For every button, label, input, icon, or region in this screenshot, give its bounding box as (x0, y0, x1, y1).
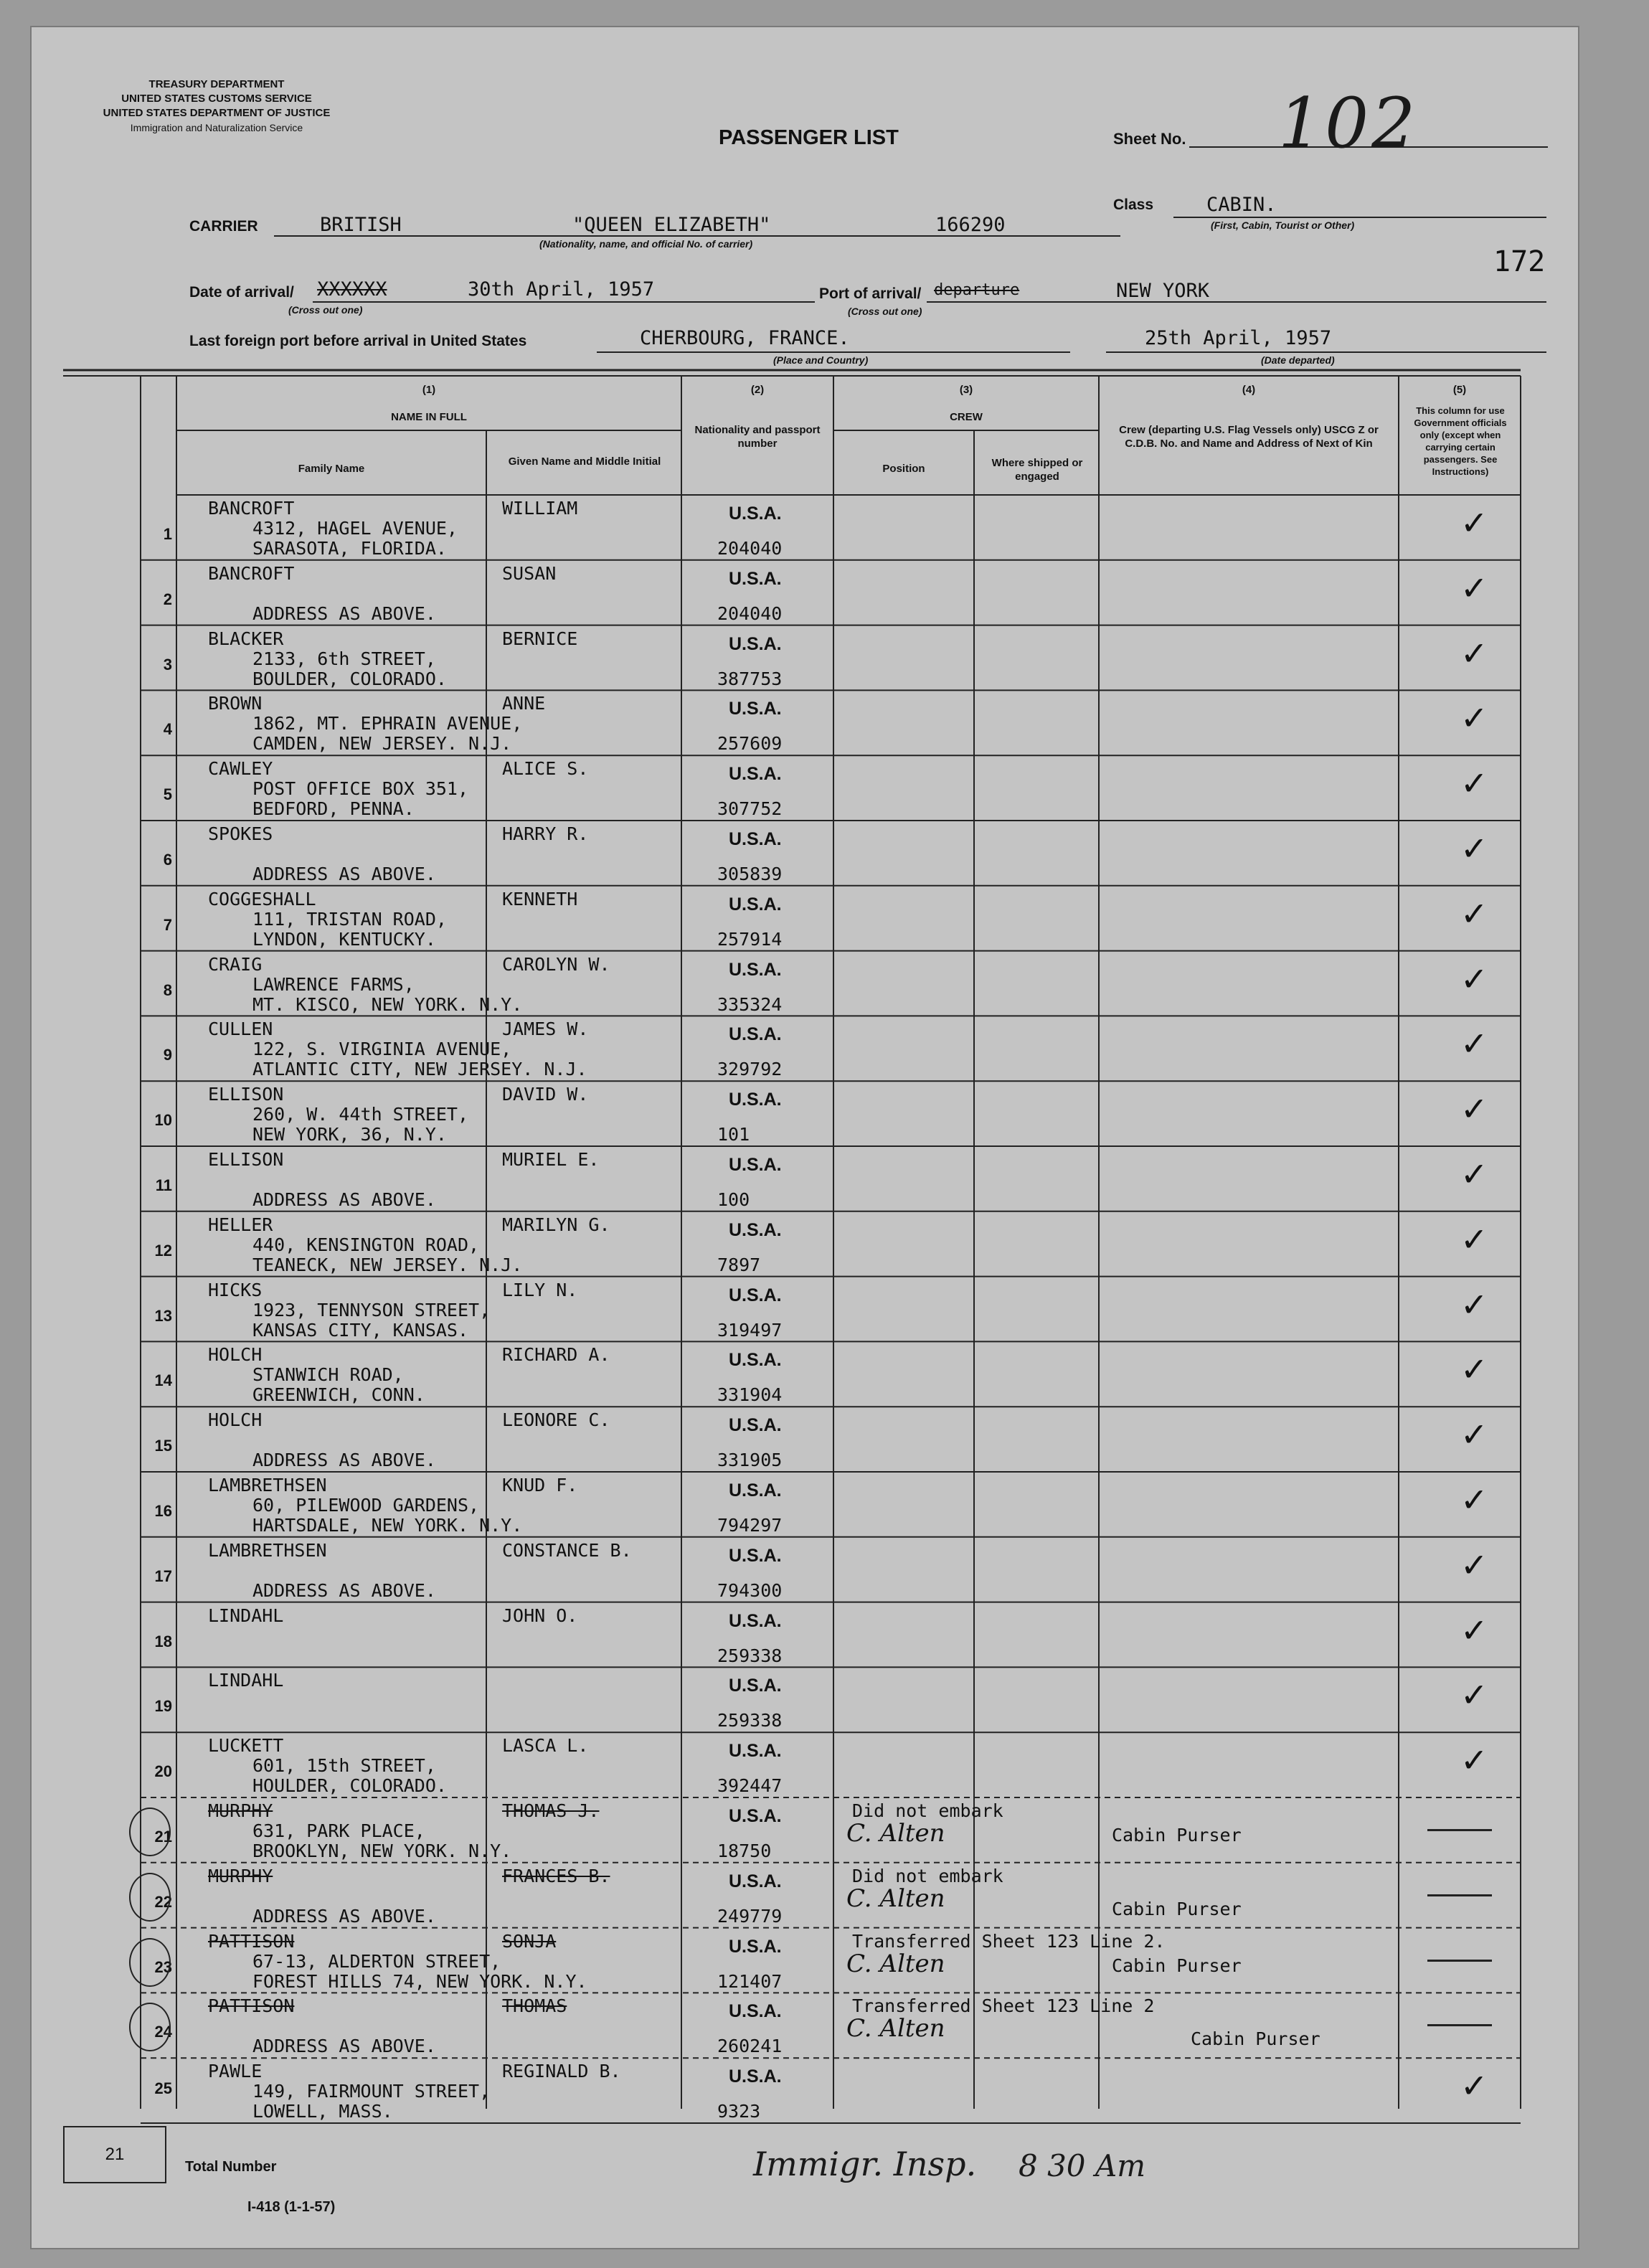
row-number: 4 (163, 720, 172, 739)
family-name: BANCROFT (208, 498, 295, 519)
given-name: KNUD F. (502, 1475, 578, 1496)
address-line-2: HOULDER, COLORADO. (252, 1775, 447, 1797)
family-name: HOLCH (208, 1409, 263, 1431)
family-name: BROWN (208, 693, 263, 714)
total-number-box: 21 (63, 2126, 166, 2183)
address-line-2: TEANECK, NEW JERSEY. N.J. (252, 1254, 523, 1275)
crew-note: Transferred Sheet 123 Line 2. (852, 1930, 1166, 1952)
passport-number: 204040 (717, 538, 783, 559)
address-line-1: 260, W. 44th STREET, (252, 1104, 469, 1125)
dash-mark (1427, 1960, 1492, 1962)
address-line-1: 60, PILEWOOD GARDENS, (252, 1495, 480, 1516)
table-row (0, 1341, 1649, 1407)
nationality: U.S.A. (729, 959, 782, 980)
crew-note: Did not embark (852, 1865, 1003, 1886)
form-code: I-418 (1-1-57) (247, 2199, 336, 2215)
nationality: U.S.A. (729, 1024, 782, 1045)
dash-mark (1427, 1894, 1492, 1896)
nationality: U.S.A. (729, 2066, 782, 2087)
departure-caption: (Date departed) (1261, 354, 1335, 366)
crew-note: Did not embark (852, 1800, 1003, 1821)
class-label: Class (1113, 197, 1154, 213)
address-line-2: GREENWICH, CONN. (252, 1384, 425, 1406)
given-name: SONJA (502, 1930, 557, 1952)
circled-row-number (129, 1873, 171, 1922)
address-line-2: HARTSDALE, NEW YORK. N.Y. (252, 1515, 523, 1536)
agency-line-1: TREASURY DEPARTMENT (148, 78, 285, 90)
given-name: CAROLYN W. (502, 953, 610, 975)
carrier-label: CARRIER (189, 218, 258, 235)
shipped-header: Where shipped or engaged (991, 457, 1083, 483)
check-mark: ✓ (1460, 1415, 1488, 1455)
row-number: 19 (154, 1697, 172, 1716)
nationality: U.S.A. (729, 1806, 782, 1826)
name-in-full-header: NAME IN FULL (391, 411, 467, 423)
address-line-2: ADDRESS AS ABOVE. (252, 1579, 436, 1601)
nationality: U.S.A. (729, 1219, 782, 1240)
passport-number: 18750 (717, 1841, 772, 1861)
address-line-2: MT. KISCO, NEW YORK. N.Y. (252, 993, 523, 1015)
row-number: 13 (154, 1306, 172, 1325)
check-mark: ✓ (1460, 959, 1488, 998)
passport-number: 101 (717, 1124, 750, 1145)
carrier-caption: (Nationality, name, and official No. of carrier) (539, 238, 753, 250)
stamp-number: 172 (1493, 245, 1546, 278)
passport-number: 259338 (717, 1645, 783, 1666)
given-name: RICHARD A. (502, 1344, 610, 1366)
dash-mark (1427, 1829, 1492, 1831)
nationality: U.S.A. (729, 2001, 782, 2022)
family-name: MURPHY (208, 1800, 273, 1821)
passport-number: 249779 (717, 1905, 783, 1927)
given-name: LASCA L. (502, 1735, 589, 1757)
table-row (0, 821, 1649, 886)
address-line-2: NEW YORK, 36, N.Y. (252, 1124, 447, 1145)
inspector-time: 8 30 Am (1019, 2148, 1146, 2183)
address-line-2: ADDRESS AS ABOVE. (252, 1905, 436, 1927)
row-number: 17 (154, 1567, 172, 1585)
nationality: U.S.A. (729, 633, 782, 654)
nationality: U.S.A. (729, 1545, 782, 1566)
given-name: THOMAS (502, 1995, 567, 2017)
table-row (0, 625, 1649, 691)
table-row (0, 1602, 1649, 1668)
table-row (0, 1472, 1649, 1537)
given-name: CONSTANCE B. (502, 1539, 632, 1561)
passport-number: 9323 (717, 2101, 761, 2122)
row-number: 18 (154, 1632, 172, 1650)
address-line-2: ADDRESS AS ABOVE. (252, 1189, 436, 1210)
table-row (0, 755, 1649, 821)
given-name: SUSAN (502, 562, 557, 584)
address-line-2: CAMDEN, NEW JERSEY. N.J. (252, 733, 512, 755)
port-struck: departure (934, 281, 1020, 299)
address-line-2: ADDRESS AS ABOVE. (252, 2036, 436, 2057)
passport-number: 259338 (717, 1710, 783, 1731)
form-title: PASSENGER LIST (719, 126, 899, 149)
row-number: 8 (163, 981, 172, 999)
port-caption: (Cross out one) (848, 306, 922, 317)
address-line-2: ADDRESS AS ABOVE. (252, 1450, 436, 1471)
nationality: U.S.A. (729, 1090, 782, 1110)
check-mark: ✓ (1460, 1610, 1488, 1650)
row-number: 2 (163, 590, 172, 608)
address-line-2: BROOKLYN, NEW YORK. N.Y. (252, 1841, 512, 1861)
arrival-caption: (Cross out one) (288, 304, 363, 316)
table-row (0, 1797, 1649, 1863)
crew-note: Transferred Sheet 123 Line 2 (852, 1995, 1155, 2017)
address-line-2: BEDFORD, PENNA. (252, 798, 415, 820)
last-port-value: CHERBOURG, FRANCE. (640, 327, 850, 349)
passport-number: 7897 (717, 1254, 761, 1275)
family-name: LAMBRETHSEN (208, 1475, 327, 1496)
address-line-1: STANWICH ROAD, (252, 1364, 404, 1386)
nationality: U.S.A. (729, 1610, 782, 1631)
family-name: CRAIG (208, 953, 263, 975)
check-mark: ✓ (1460, 2066, 1488, 2106)
check-mark: ✓ (1460, 504, 1488, 542)
nationality: U.S.A. (729, 1676, 782, 1696)
sheet-label: Sheet No. (1113, 130, 1186, 148)
address-line-1: 67-13, ALDERTON STREET, (252, 1950, 501, 1972)
check-mark: ✓ (1460, 1285, 1488, 1324)
arrival-label: Date of arrival/ (189, 284, 294, 301)
row-number: 20 (154, 1762, 172, 1781)
nationality: U.S.A. (729, 1480, 782, 1501)
address-line-1: 2133, 6th STREET, (252, 648, 436, 669)
class-caption: (First, Cabin, Tourist or Other) (1211, 219, 1355, 231)
table-row (0, 2058, 1649, 2123)
address-line-1: 4312, HAGEL AVENUE, (252, 518, 458, 539)
family-name: ELLISON (208, 1084, 284, 1105)
given-name: ANNE (502, 693, 546, 714)
family-name: PAWLE (208, 2061, 263, 2082)
row-number: 9 (163, 1046, 172, 1064)
nationality: U.S.A. (729, 1871, 782, 1891)
given-name: MARILYN G. (502, 1214, 610, 1235)
check-mark: ✓ (1460, 1480, 1488, 1519)
address-line-2: ADDRESS AS ABOVE. (252, 864, 436, 884)
check-mark: ✓ (1460, 764, 1488, 803)
nationality: U.S.A. (729, 894, 782, 915)
agency-line-2: UNITED STATES CUSTOMS SERVICE (121, 93, 312, 105)
table-row (0, 1146, 1649, 1211)
family-name: LINDAHL (208, 1670, 284, 1691)
table-row (0, 1081, 1649, 1146)
address-line-1: 149, FAIRMOUNT STREET, (252, 2081, 491, 2102)
family-name: ELLISON (208, 1149, 284, 1170)
purser-signature: C. Alten (846, 1949, 945, 1978)
check-mark: ✓ (1460, 1024, 1488, 1064)
given-name: HARRY R. (502, 823, 589, 844)
col4-number: (4) (1242, 384, 1256, 396)
family-name: MURPHY (208, 1865, 273, 1886)
given-name: DAVID W. (502, 1084, 589, 1105)
check-mark: ✓ (1460, 568, 1488, 608)
given-name: LEONORE C. (502, 1409, 610, 1431)
circled-row-number (129, 2003, 171, 2051)
given-name-header: Given Name and Middle Initial (508, 455, 661, 468)
given-name: REGINALD B. (502, 2061, 621, 2082)
row-number: 10 (154, 1111, 172, 1130)
address-line-2: LOWELL, MASS. (252, 2101, 393, 2122)
arrival-date: 30th April, 1957 (468, 278, 655, 301)
family-name-header: Family Name (298, 463, 365, 475)
passport-number: 794300 (717, 1579, 783, 1601)
family-name: LUCKETT (208, 1735, 284, 1757)
passport-number: 121407 (717, 1970, 783, 1992)
crew-header: CREW (950, 411, 983, 423)
table-row (0, 1537, 1649, 1602)
table-row (0, 886, 1649, 951)
given-name: LILY N. (502, 1279, 578, 1300)
given-name: JOHN O. (502, 1605, 578, 1626)
address-line-1: 111, TRISTAN ROAD, (252, 908, 447, 930)
given-name: JAMES W. (502, 1019, 589, 1040)
nationality: U.S.A. (729, 504, 782, 524)
port-value: NEW YORK (1116, 280, 1210, 302)
family-name: COGGESHALL (208, 888, 316, 909)
passport-number: 257914 (717, 928, 783, 950)
nationality: U.S.A. (729, 699, 782, 719)
check-mark: ✓ (1460, 1545, 1488, 1584)
gov-use-header: This column for use Government officials only (except when carrying certain passengers. See Instructions) (1414, 405, 1507, 477)
dash-mark (1427, 2024, 1492, 2026)
row-number: 23 (154, 1957, 172, 1976)
departure-date: 25th April, 1957 (1145, 327, 1332, 349)
col3-number: (3) (959, 384, 973, 396)
address-line-1: 1862, MT. EPHRAIN AVENUE, (252, 713, 523, 734)
family-name: PATTISON (208, 1995, 295, 2017)
total-number-label: Total Number (185, 2159, 277, 2175)
agency-line-4: Immigration and Naturalization Service (130, 122, 303, 133)
table-row (0, 1016, 1649, 1081)
row-number: 7 (163, 915, 172, 934)
table-row (0, 495, 1649, 560)
passport-number: 260241 (717, 2036, 783, 2057)
passport-number: 307752 (717, 798, 783, 820)
nationality: U.S.A. (729, 1415, 782, 1436)
row-number: 5 (163, 785, 172, 804)
row-number: 21 (154, 1828, 172, 1846)
passport-number: 305839 (717, 864, 783, 884)
row-number: 6 (163, 851, 172, 869)
nationality: U.S.A. (729, 1285, 782, 1305)
table-row (0, 1928, 1649, 1993)
family-name: HELLER (208, 1214, 273, 1235)
nationality: U.S.A. (729, 1350, 782, 1371)
table-row (0, 1407, 1649, 1472)
address-line-2: BOULDER, COLORADO. (252, 668, 447, 689)
class-value: CABIN. (1206, 194, 1277, 216)
address-line-1: 1923, TENNYSON STREET, (252, 1299, 491, 1320)
purser-signature: C. Alten (846, 1884, 945, 1913)
address-line-1: LAWRENCE FARMS, (252, 973, 415, 995)
crew-note-role: Cabin Purser (1191, 2028, 1320, 2050)
table-row (0, 951, 1649, 1016)
given-name: THOMAS J. (502, 1800, 600, 1821)
sheet-number: 102 (1278, 83, 1419, 164)
nationality: U.S.A. (729, 1741, 782, 1762)
family-name: HOLCH (208, 1344, 263, 1366)
crew-note-role: Cabin Purser (1112, 1955, 1242, 1976)
crew-info-header: Crew (departing U.S. Flag Vessels only) USCG Z or C.D.B. No. and Name and Address of Next of Kin (1119, 424, 1379, 450)
position-header: Position (882, 463, 925, 475)
address-line-1: 440, KENSINGTON ROAD, (252, 1234, 480, 1255)
table-row (0, 560, 1649, 625)
given-name: FRANCES B. (502, 1865, 610, 1886)
family-name: LAMBRETHSEN (208, 1539, 327, 1561)
port-label: Port of arrival/ (819, 285, 922, 302)
col1-number: (1) (422, 384, 436, 396)
check-mark: ✓ (1460, 699, 1488, 738)
row-number: 12 (154, 1241, 172, 1260)
family-name: SPOKES (208, 823, 273, 844)
address-line-2: SARASOTA, FLORIDA. (252, 538, 447, 559)
passport-number: 335324 (717, 993, 783, 1015)
address-line-2: FOREST HILLS 74, NEW YORK. N.Y. (252, 1970, 587, 1992)
check-mark: ✓ (1460, 1219, 1488, 1259)
nationality: U.S.A. (729, 1936, 782, 1957)
last-port-label: Last foreign port before arrival in United States (189, 333, 527, 349)
circled-row-number (129, 1808, 171, 1856)
circled-row-number (129, 1938, 171, 1987)
passport-number: 794297 (717, 1515, 783, 1536)
address-line-1: 631, PARK PLACE, (252, 1820, 425, 1841)
purser-signature: C. Alten (846, 2014, 945, 2043)
row-number: 14 (154, 1371, 172, 1390)
given-name: MURIEL E. (502, 1149, 600, 1170)
row-number: 1 (163, 525, 172, 543)
address-line-1: 122, S. VIRGINIA AVENUE, (252, 1039, 512, 1060)
nationality: U.S.A. (729, 829, 782, 849)
row-number: 15 (154, 1437, 172, 1455)
crew-note-role: Cabin Purser (1112, 1898, 1242, 1919)
table-row (0, 1277, 1649, 1342)
table-row (0, 1993, 1649, 2058)
check-mark: ✓ (1460, 1676, 1488, 1715)
address-line-2: ATLANTIC CITY, NEW JERSEY. N.J. (252, 1059, 587, 1080)
col2-number: (2) (750, 384, 765, 396)
row-number: 16 (154, 1502, 172, 1520)
table-row (0, 1667, 1649, 1732)
arrival-struck: XXXXXX (317, 278, 387, 301)
row-number: 24 (154, 2023, 172, 2041)
passport-number: 392447 (717, 1775, 783, 1797)
given-name: WILLIAM (502, 498, 578, 519)
family-name: HICKS (208, 1279, 263, 1300)
purser-signature: C. Alten (846, 1819, 945, 1848)
row-number: 11 (155, 1176, 172, 1194)
check-mark: ✓ (1460, 1090, 1488, 1129)
table-row (0, 1211, 1649, 1277)
check-mark: ✓ (1460, 1741, 1488, 1780)
row-number: 25 (154, 2079, 172, 2098)
given-name: KENNETH (502, 888, 578, 909)
family-name: CULLEN (208, 1019, 273, 1040)
carrier-nationality: BRITISH (320, 214, 402, 236)
passport-number: 331905 (717, 1450, 783, 1471)
carrier-name: "QUEEN ELIZABETH" (572, 214, 771, 236)
address-line-2: LYNDON, KENTUCKY. (252, 928, 436, 950)
crew-note-role: Cabin Purser (1112, 1825, 1242, 1846)
given-name: ALICE S. (502, 758, 589, 780)
check-mark: ✓ (1460, 1155, 1488, 1194)
passport-number: 100 (717, 1189, 750, 1210)
passport-number: 319497 (717, 1319, 783, 1341)
inspector-signature: Immigr. Insp. (753, 2145, 977, 2183)
check-mark: ✓ (1460, 633, 1488, 673)
nationality: U.S.A. (729, 764, 782, 785)
passport-number: 329792 (717, 1059, 783, 1080)
passport-number: 204040 (717, 603, 783, 624)
check-mark: ✓ (1460, 1350, 1488, 1389)
nationality-header: Nationality and passport number (694, 424, 821, 450)
family-name: BANCROFT (208, 562, 295, 584)
check-mark: ✓ (1460, 894, 1488, 933)
family-name: LINDAHL (208, 1605, 284, 1626)
nationality: U.S.A. (729, 568, 782, 589)
last-port-caption: (Place and Country) (773, 354, 869, 366)
carrier-official-no: 166290 (935, 214, 1006, 236)
col5-number: (5) (1452, 384, 1467, 396)
table-row (0, 1732, 1649, 1797)
row-number: 22 (154, 1892, 172, 1911)
family-name: PATTISON (208, 1930, 295, 1952)
family-name: BLACKER (208, 628, 284, 649)
check-mark: ✓ (1460, 829, 1488, 868)
given-name: BERNICE (502, 628, 578, 649)
passport-number: 331904 (717, 1384, 783, 1406)
family-name: CAWLEY (208, 758, 273, 780)
agency-line-3: UNITED STATES DEPARTMENT OF JUSTICE (103, 107, 331, 119)
passport-number: 257609 (717, 733, 783, 755)
table-row (0, 1863, 1649, 1928)
address-line-2: ADDRESS AS ABOVE. (252, 603, 436, 624)
table-row (0, 690, 1649, 755)
address-line-2: KANSAS CITY, KANSAS. (252, 1319, 469, 1341)
passport-number: 387753 (717, 668, 783, 689)
address-line-1: 601, 15th STREET, (252, 1755, 436, 1777)
address-line-1: POST OFFICE BOX 351, (252, 778, 469, 800)
row-number: 3 (163, 655, 172, 674)
nationality: U.S.A. (729, 1155, 782, 1175)
